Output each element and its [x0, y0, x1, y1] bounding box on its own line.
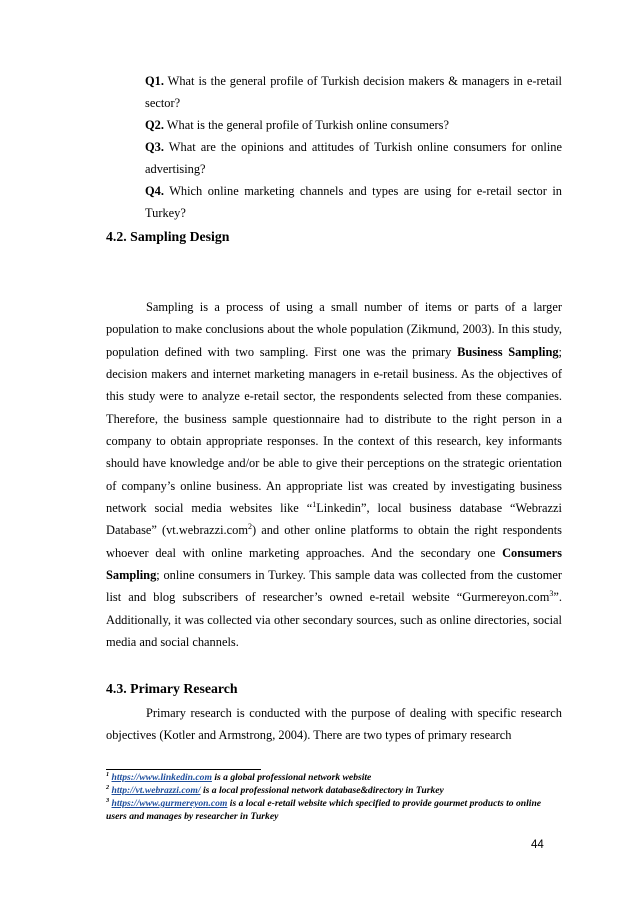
question-number: Q1. — [145, 74, 164, 88]
footnote-1 — [106, 772, 566, 785]
research-question-4 — [145, 180, 562, 224]
question-text: What is the general profile of Turkish decision makers & managers in e-retail sector? — [145, 74, 562, 110]
research-question-2 — [145, 114, 562, 136]
section-heading-sampling-design: 4.2. Sampling Design — [106, 229, 230, 244]
question-text: Which online marketing channels and types are using for e-retail sector in Turkey? — [145, 184, 562, 220]
footnote-ref-3: 3 — [549, 589, 554, 599]
footnote-text: is a local e-retail website which specified to provide gourmet products to online users and manages by researcher in Turkey — [106, 798, 542, 822]
footnote-text: is a global professional network website — [211, 772, 372, 783]
section-heading-primary-research: 4.3. Primary Research — [106, 681, 238, 696]
paragraph-text: Sampling is a process of using a small number of items or parts of a larger population to make conclusions about the whole population (Zikmund, 2003). In this study, population defined with two sampling. First one was the primary — [106, 300, 562, 359]
footnote-number: 1 — [106, 770, 110, 778]
question-number: Q4. — [145, 184, 164, 198]
footnote-number: 3 — [106, 796, 110, 804]
question-text: What are the opinions and attitudes of Turkish online consumers for online advertising? — [145, 140, 562, 176]
question-number: Q3. — [145, 140, 164, 154]
research-question-1 — [145, 70, 562, 114]
paragraph-text: Primary research is conducted with the purpose of dealing with specific research objectives (Kotler and Armstrong, 2004). There are two types of primary research — [106, 706, 562, 743]
research-question-3 — [145, 136, 562, 180]
paragraph-text: ) and other online platforms to obtain the right respondents whoever deal with online marketing approaches. And the secondary one — [106, 523, 562, 560]
footnote-link[interactable]: https://www.gurmereyon.com — [111, 798, 228, 809]
footnote-link[interactable]: http://vt.webrazzi.com/ — [111, 785, 201, 796]
footnote-separator — [106, 769, 261, 770]
footnote-2 — [106, 785, 566, 798]
paragraph-text: Linkedin”, local business database “Webrazzi Database” (vt.webrazzi.com — [106, 501, 562, 538]
question-number: Q2. — [145, 118, 164, 132]
bold-term-business-sampling: Business Sampling — [457, 344, 559, 359]
footnote-ref-2: 2 — [248, 522, 253, 532]
paragraph-text: ”. Additionally, it was collected via other secondary sources, such as online directories, social media and social channels. — [106, 590, 562, 650]
bold-term-consumers-sampling: Consumers Sampling — [106, 545, 562, 583]
footnote-ref-1: 1 — [312, 499, 317, 509]
sampling-design-paragraph — [106, 296, 562, 654]
footnote-number: 2 — [106, 783, 110, 791]
primary-research-paragraph — [106, 702, 562, 747]
question-text: What is the general profile of Turkish online consumers? — [163, 118, 449, 132]
footnote-3 — [106, 798, 556, 823]
footnote-text: is a local professional network database&directory in Turkey — [200, 785, 444, 796]
paragraph-text: ; online consumers in Turkey. This sample data was collected from the customer list and blog subscribers of researcher’s owned e-retail website “Gurmereyon.com — [106, 568, 562, 605]
footnote-link[interactable]: https://www.linkedin.com — [111, 772, 212, 783]
paragraph-text: ; decision makers and internet marketing managers in e-retail business. As the objectives of this study were to analyze e-retail sector, the respondents selected from these companies. Therefore, the business sample questionnaire had to distribute to the right person in a company to obtain appropriate responses. In the context of this research, key informants should have knowledge and/or be able to give their perceptions on the strategic orientation of company’s online business. An appropriate list was created by investigating business network social media websites like “ — [106, 344, 562, 516]
page-number: 44 — [531, 839, 544, 851]
